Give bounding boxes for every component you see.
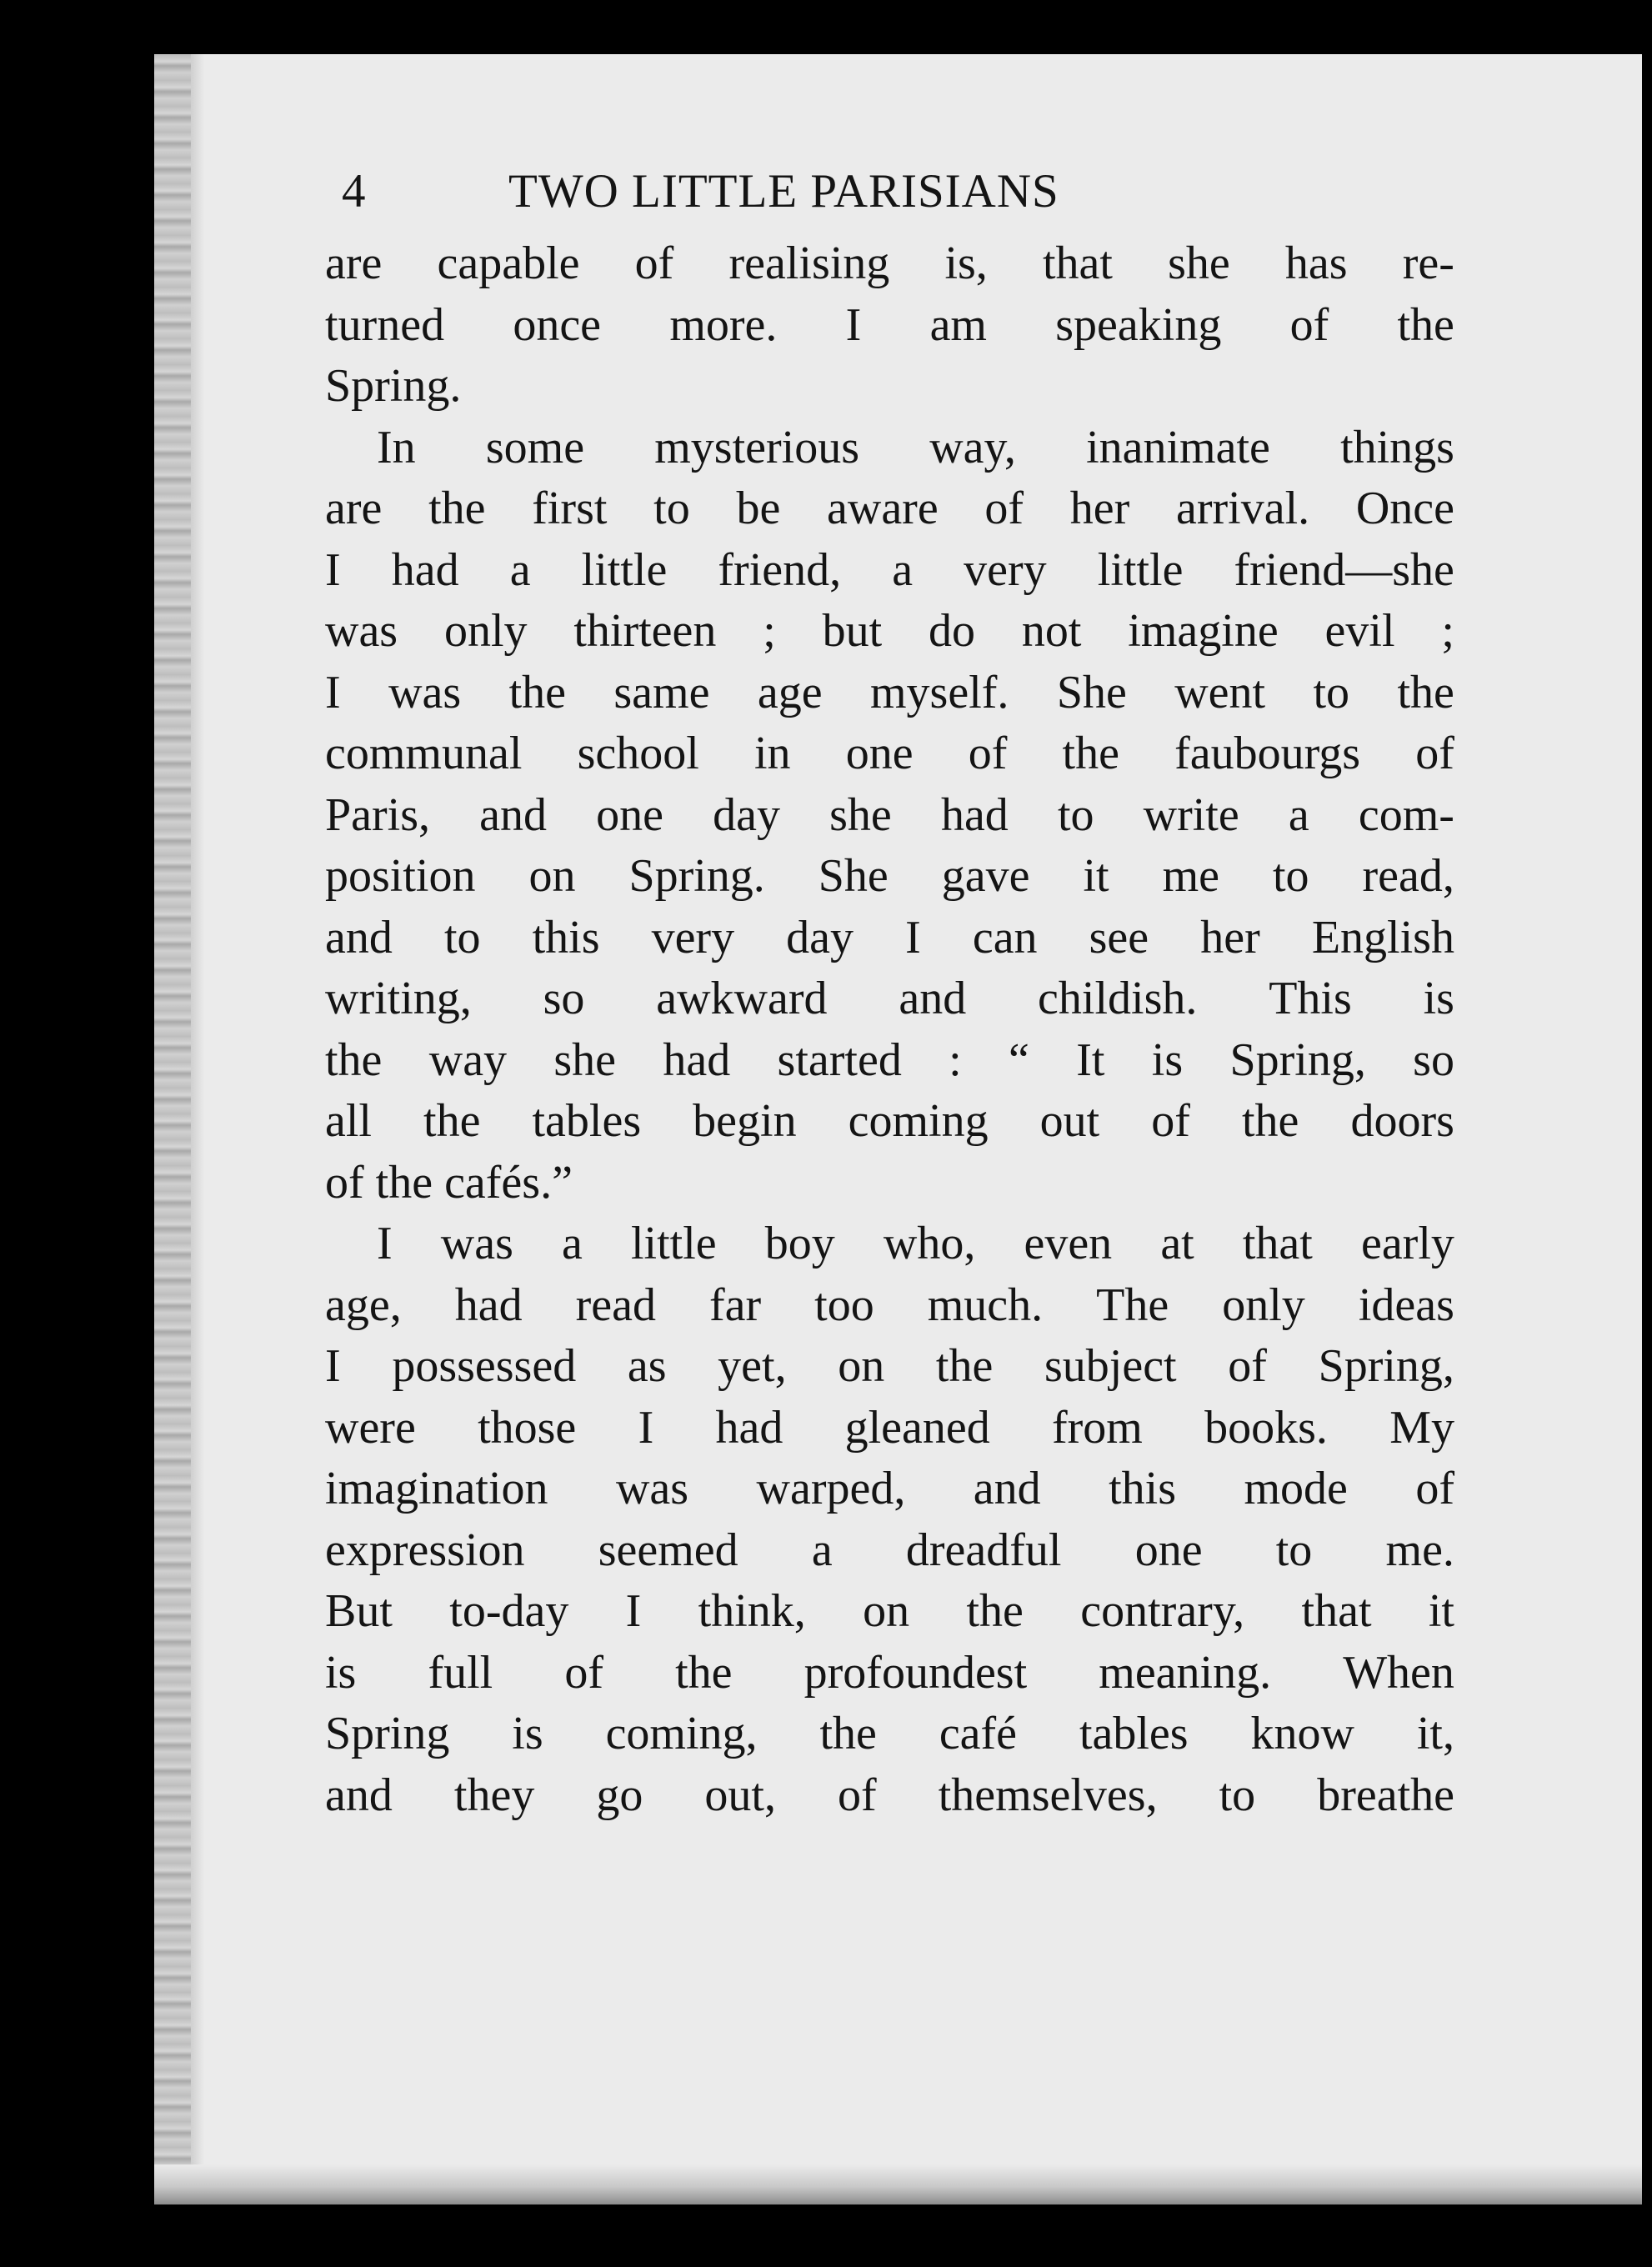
text-line: But to-day I think, on the contrary, that it	[325, 1585, 1454, 1637]
body-text	[325, 233, 1454, 1826]
page-bottom-edge	[154, 2164, 1642, 2204]
text-line: all the tables begin coming out of the doors	[325, 1095, 1454, 1147]
text-line: was only thirteen ; but do not imagine evil ;	[325, 605, 1454, 657]
text-line: is full of the profoundest meaning. When	[325, 1646, 1454, 1699]
page-number: 4	[342, 165, 366, 218]
text-line: the way she had started : “ It is Spring, so	[325, 1033, 1454, 1086]
text-line: expression seemed a dreadful one to me.	[325, 1524, 1454, 1576]
binding-shadow	[191, 54, 204, 2204]
text-line: I possessed as yet, on the subject of Spring,	[325, 1340, 1454, 1392]
text-line: are capable of realising is, that she has re-	[325, 238, 1454, 289]
text-line: and to this very day I can see her English	[325, 911, 1454, 963]
text-line: communal school in one of the faubourgs of	[325, 728, 1454, 779]
text-line: turned once more. I am speaking of the	[325, 298, 1454, 351]
text-line: writing, so awkward and childish. This is	[325, 973, 1454, 1024]
text-line: imagination was warped, and this mode of	[325, 1463, 1454, 1514]
text-line: In some mysterious way, inanimate things	[377, 421, 1454, 473]
text-line: are the first to be aware of her arrival. Once	[325, 483, 1454, 534]
text-line: and they go out, of themselves, to breathe	[325, 1769, 1454, 1821]
text-line: Spring is coming, the café tables know it,	[325, 1708, 1454, 1759]
text-line: age, had read far too much. The only ideas	[325, 1279, 1454, 1331]
page-binding-edge	[154, 54, 191, 2204]
text-line: were those I had gleaned from books. My	[325, 1401, 1454, 1454]
running-head	[325, 150, 1454, 233]
text-line: I was a little boy who, even at that early	[377, 1218, 1454, 1269]
text-line: I had a little friend, a very little friend—she	[325, 543, 1454, 596]
text-line: I was the same age myself. She went to the	[325, 666, 1454, 718]
text-line: position on Spring. She gave it me to read,	[325, 850, 1454, 902]
running-title: TWO LITTLE PARISIANS	[508, 165, 1059, 218]
text-block	[325, 150, 1454, 1826]
text-line: of the cafés.”	[325, 1156, 573, 1209]
text-line: Paris, and one day she had to write a com-	[325, 788, 1454, 841]
text-line: Spring.	[325, 360, 462, 412]
